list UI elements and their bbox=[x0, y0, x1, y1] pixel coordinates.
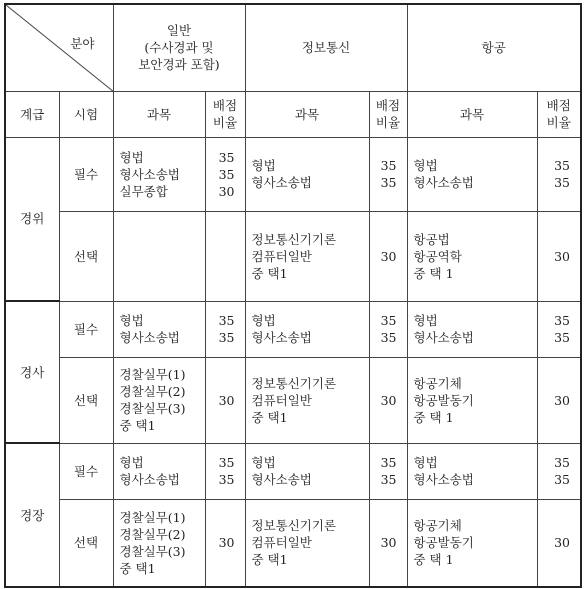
elective-row bbox=[5, 357, 581, 443]
aviation-elective-subjects bbox=[407, 211, 537, 301]
general-required-subjects bbox=[113, 301, 205, 357]
subject-line: 형사소송법 bbox=[251, 330, 312, 345]
subject-line: 형법 bbox=[119, 313, 144, 328]
subject-line: 형법 bbox=[413, 455, 438, 470]
subject-line: 35 bbox=[380, 472, 397, 487]
subject-line: 35 bbox=[380, 313, 397, 328]
subject-line: 35 bbox=[554, 175, 570, 190]
info-elective-subjects bbox=[245, 357, 369, 443]
aviation-required-ratios bbox=[537, 301, 581, 357]
required-row bbox=[5, 137, 581, 211]
ratio-label-line2: 비율 bbox=[212, 115, 238, 130]
grade-cell: 경장 bbox=[5, 443, 59, 587]
general-subject-label: 과목 bbox=[113, 91, 205, 137]
subject-line: 중 택1 bbox=[119, 560, 156, 576]
subject-line: 정보통신기기론 bbox=[251, 518, 337, 534]
aviation-elective-subjects bbox=[407, 357, 537, 443]
subject-line: 형법 bbox=[251, 313, 276, 328]
elective-label: 선택 bbox=[59, 211, 113, 301]
subject-line: 형사소송법 bbox=[251, 175, 312, 190]
required-label: 필수 bbox=[59, 301, 113, 357]
aviation-required-ratios bbox=[537, 443, 581, 499]
aviation-required-subjects bbox=[407, 301, 537, 357]
subject-line: 형사소송법 bbox=[119, 166, 180, 182]
subject-line: 35 bbox=[380, 455, 397, 470]
aviation-subject-label: 과목 bbox=[407, 91, 537, 137]
subject-line: 컴퓨터일반 bbox=[251, 535, 312, 551]
grade-label: 계급 bbox=[5, 91, 59, 137]
general-ratio-label bbox=[205, 91, 245, 137]
info-elective-subjects bbox=[245, 499, 369, 587]
subject-line: 형법 bbox=[119, 455, 144, 470]
ratio-label-line1: 배점 bbox=[212, 98, 238, 113]
grade-cell: 경사 bbox=[5, 301, 59, 443]
subject-line: 중 택1 bbox=[251, 409, 288, 425]
elective-row bbox=[5, 499, 581, 587]
aviation-elective-ratio: 30 bbox=[537, 499, 581, 587]
subject-line: 경찰실무(1) bbox=[119, 509, 186, 525]
subject-line: 35 bbox=[218, 313, 235, 328]
subject-line: 컴퓨터일반 bbox=[251, 392, 312, 408]
subject-line: 형사소송법 bbox=[251, 472, 312, 487]
required-label: 필수 bbox=[59, 443, 113, 499]
subject-line: 중 택 1 bbox=[413, 409, 454, 425]
aviation-elective-ratio: 30 bbox=[537, 211, 581, 301]
required-row bbox=[5, 301, 581, 357]
general-required-ratios bbox=[205, 301, 245, 357]
subject-line: 경찰실무(2) bbox=[119, 384, 186, 399]
aviation-required-subjects bbox=[407, 137, 537, 211]
ratio-label-line2: 비율 bbox=[375, 115, 401, 130]
subject-line: 항공역학 bbox=[413, 248, 462, 264]
exam-label: 시험 bbox=[59, 91, 113, 137]
info-required-ratios bbox=[369, 443, 407, 499]
subject-line: 35 bbox=[380, 330, 397, 345]
subject-line: 35 bbox=[554, 330, 570, 345]
diagonal-header-cell bbox=[5, 4, 113, 91]
subject-line: 형사소송법 bbox=[413, 175, 474, 190]
subject-line: 형사소송법 bbox=[413, 472, 474, 487]
info-elective-subjects bbox=[245, 211, 369, 301]
subject-line: 경찰실무(3) bbox=[119, 401, 186, 416]
elective-label: 선택 bbox=[59, 499, 113, 587]
subject-line: 형사소송법 bbox=[413, 330, 474, 345]
general-sub2: 보안경과 포함) bbox=[138, 57, 220, 73]
subject-line: 항공발동기 bbox=[413, 535, 474, 551]
required-row bbox=[5, 443, 581, 499]
info-ratio-label bbox=[369, 91, 407, 137]
general-elective-subjects bbox=[113, 211, 205, 301]
subject-line: 35 bbox=[554, 455, 570, 470]
ratio-label-line1: 배점 bbox=[375, 98, 401, 113]
info-elective-ratio: 30 bbox=[369, 357, 407, 443]
subject-line: 항공기체 bbox=[413, 518, 462, 534]
general-elective-subjects bbox=[113, 499, 205, 587]
general-elective-ratio bbox=[205, 211, 245, 301]
aviation-elective-ratio: 30 bbox=[537, 357, 581, 443]
general-required-ratios bbox=[205, 443, 245, 499]
required-label: 필수 bbox=[59, 137, 113, 211]
subject-line: 정보통신기기론 bbox=[251, 231, 337, 247]
exam-table-container bbox=[4, 3, 582, 588]
subject-line: 경찰실무(1) bbox=[119, 367, 186, 382]
general-elective-ratio: 30 bbox=[205, 499, 245, 587]
subject-line: 30 bbox=[218, 183, 235, 199]
grade-cell: 경위 bbox=[5, 137, 59, 301]
info-elective-ratio: 30 bbox=[369, 499, 407, 587]
general-title: 일반 bbox=[166, 23, 192, 39]
header-row-field bbox=[5, 4, 581, 91]
subject-line: 컴퓨터일반 bbox=[251, 248, 312, 264]
subject-line: 중 택 1 bbox=[413, 552, 454, 568]
ratio-label-line1: 배점 bbox=[546, 98, 571, 113]
subject-line: 35 bbox=[554, 158, 570, 173]
ratio-label-line2: 비율 bbox=[546, 115, 571, 130]
subject-line: 중 택 1 bbox=[413, 265, 454, 281]
subject-line: 35 bbox=[218, 166, 235, 182]
subject-line: 중 택1 bbox=[251, 265, 288, 281]
subject-line: 경찰실무(2) bbox=[119, 526, 186, 542]
aviation-header: 항공 bbox=[407, 4, 581, 91]
info-required-ratios bbox=[369, 137, 407, 211]
subject-line: 중 택1 bbox=[251, 552, 288, 568]
info-required-ratios bbox=[369, 301, 407, 357]
subject-line: 35 bbox=[218, 330, 235, 345]
general-elective-subjects bbox=[113, 357, 205, 443]
subject-line: 항공발동기 bbox=[413, 392, 474, 408]
aviation-ratio-label bbox=[537, 91, 581, 137]
exam-subject-table bbox=[4, 3, 582, 588]
info-required-subjects bbox=[245, 137, 369, 211]
info-header: 정보통신 bbox=[245, 4, 407, 91]
info-required-subjects bbox=[245, 301, 369, 357]
subject-line: 경찰실무(3) bbox=[119, 543, 186, 559]
subject-line: 35 bbox=[380, 175, 397, 190]
subject-line: 형법 bbox=[251, 455, 276, 470]
aviation-elective-subjects bbox=[407, 499, 537, 587]
subject-line: 35 bbox=[380, 158, 397, 173]
general-required-ratios bbox=[205, 137, 245, 211]
general-sub1: (수사경과 및 bbox=[144, 40, 214, 56]
aviation-required-subjects bbox=[407, 443, 537, 499]
subject-line: 35 bbox=[218, 455, 235, 470]
subject-line: 형사소송법 bbox=[119, 472, 180, 487]
general-header bbox=[113, 4, 245, 91]
subject-line: 중 택1 bbox=[119, 418, 156, 433]
subject-line: 정보통신기기론 bbox=[251, 375, 337, 391]
subject-line: 실무종합 bbox=[119, 183, 168, 199]
aviation-required-ratios bbox=[537, 137, 581, 211]
field-label: 분야 bbox=[70, 36, 95, 51]
subject-line: 항공기체 bbox=[413, 375, 462, 391]
subject-line: 35 bbox=[218, 149, 235, 165]
header-row-labels bbox=[5, 91, 581, 137]
info-subject-label: 과목 bbox=[245, 91, 369, 137]
subject-line: 35 bbox=[554, 313, 570, 328]
subject-line: 형법 bbox=[119, 149, 144, 165]
diagonal-line bbox=[6, 5, 114, 92]
info-required-subjects bbox=[245, 443, 369, 499]
elective-label: 선택 bbox=[59, 357, 113, 443]
subject-line: 35 bbox=[218, 472, 235, 487]
info-elective-ratio: 30 bbox=[369, 211, 407, 301]
subject-line: 형법 bbox=[251, 158, 276, 173]
subject-line: 형법 bbox=[413, 313, 438, 328]
elective-row bbox=[5, 211, 581, 301]
subject-line: 35 bbox=[554, 472, 570, 487]
general-required-subjects bbox=[113, 443, 205, 499]
subject-line: 형사소송법 bbox=[119, 330, 180, 345]
general-required-subjects bbox=[113, 137, 205, 211]
subject-line: 항공법 bbox=[413, 231, 450, 247]
general-elective-ratio: 30 bbox=[205, 357, 245, 443]
subject-line: 형법 bbox=[413, 158, 438, 173]
